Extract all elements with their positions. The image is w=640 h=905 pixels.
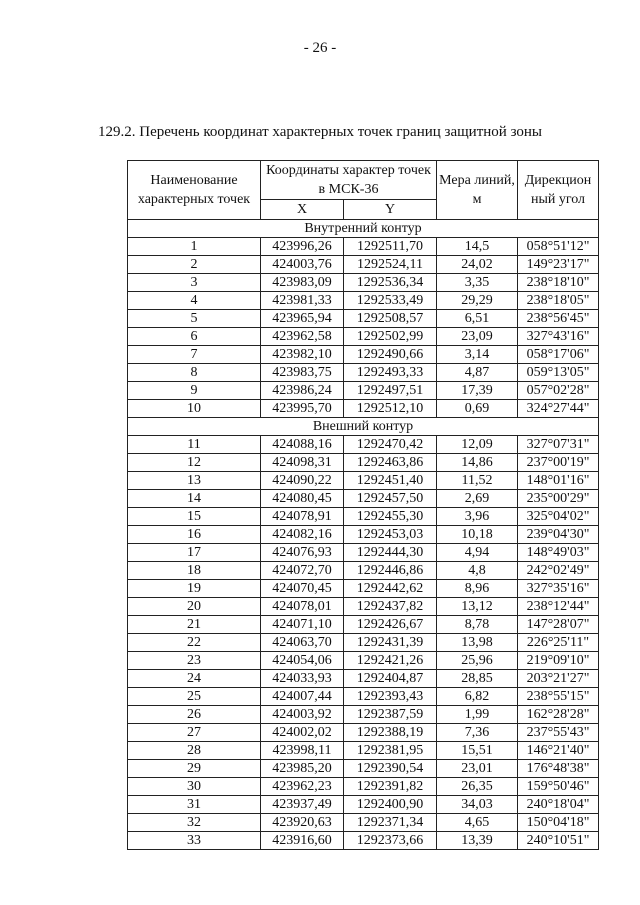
line-length: 14,86 — [437, 454, 518, 472]
point-number: 26 — [128, 706, 261, 724]
coord-x: 423983,09 — [261, 274, 344, 292]
line-length: 13,12 — [437, 598, 518, 616]
coord-y: 1292442,62 — [344, 580, 437, 598]
coord-x: 423996,26 — [261, 238, 344, 256]
table-row — [128, 580, 599, 598]
coord-y: 1292453,03 — [344, 526, 437, 544]
coord-y: 1292524,11 — [344, 256, 437, 274]
coord-y: 1292490,66 — [344, 346, 437, 364]
coord-x: 424082,16 — [261, 526, 344, 544]
direction-angle: 240°18'04" — [518, 796, 599, 814]
table-row — [128, 616, 599, 634]
coord-x: 424080,45 — [261, 490, 344, 508]
direction-angle: 238°18'10" — [518, 274, 599, 292]
table-row — [128, 688, 599, 706]
table-body — [128, 220, 599, 850]
coord-x: 423965,94 — [261, 310, 344, 328]
point-number: 21 — [128, 616, 261, 634]
coord-x: 424078,91 — [261, 508, 344, 526]
direction-angle: 150°04'18" — [518, 814, 599, 832]
coord-y: 1292400,90 — [344, 796, 437, 814]
direction-angle: 148°49'03" — [518, 544, 599, 562]
table-row — [128, 328, 599, 346]
point-number: 9 — [128, 382, 261, 400]
line-length: 6,82 — [437, 688, 518, 706]
direction-angle: 149°23'17" — [518, 256, 599, 274]
line-length: 8,78 — [437, 616, 518, 634]
coord-x: 424076,93 — [261, 544, 344, 562]
coord-x: 424071,10 — [261, 616, 344, 634]
direction-angle: 238°12'44" — [518, 598, 599, 616]
point-number: 15 — [128, 508, 261, 526]
table-row — [128, 526, 599, 544]
section-row — [128, 418, 599, 436]
section-row — [128, 220, 599, 238]
table-row — [128, 544, 599, 562]
table-row — [128, 256, 599, 274]
line-length: 3,35 — [437, 274, 518, 292]
coord-x: 423985,20 — [261, 760, 344, 778]
direction-angle: 057°02'28" — [518, 382, 599, 400]
line-length: 23,01 — [437, 760, 518, 778]
line-length: 4,8 — [437, 562, 518, 580]
table-row — [128, 724, 599, 742]
line-length: 15,51 — [437, 742, 518, 760]
coord-y: 1292463,86 — [344, 454, 437, 472]
table-row — [128, 292, 599, 310]
line-length: 13,98 — [437, 634, 518, 652]
table-row — [128, 796, 599, 814]
table-header — [128, 161, 599, 220]
coordinates-table — [127, 160, 599, 850]
line-length: 3,14 — [437, 346, 518, 364]
point-number: 4 — [128, 292, 261, 310]
direction-angle: 325°04'02" — [518, 508, 599, 526]
point-number: 2 — [128, 256, 261, 274]
coord-y: 1292451,40 — [344, 472, 437, 490]
direction-angle: 226°25'11" — [518, 634, 599, 652]
direction-angle: 327°35'16" — [518, 580, 599, 598]
direction-angle: 237°00'19" — [518, 454, 599, 472]
coord-y: 1292533,49 — [344, 292, 437, 310]
point-number: 22 — [128, 634, 261, 652]
line-length: 14,5 — [437, 238, 518, 256]
direction-angle: 162°28'28" — [518, 706, 599, 724]
table-row — [128, 814, 599, 832]
line-length: 24,02 — [437, 256, 518, 274]
point-number: 8 — [128, 364, 261, 382]
coord-y: 1292455,30 — [344, 508, 437, 526]
table-row — [128, 562, 599, 580]
table-row — [128, 778, 599, 796]
line-length: 17,39 — [437, 382, 518, 400]
coord-x: 423983,75 — [261, 364, 344, 382]
coord-x: 424090,22 — [261, 472, 344, 490]
direction-angle: 058°17'06" — [518, 346, 599, 364]
coord-y: 1292457,50 — [344, 490, 437, 508]
direction-angle: 237°55'43" — [518, 724, 599, 742]
point-number: 30 — [128, 778, 261, 796]
coord-x: 424078,01 — [261, 598, 344, 616]
header-x: X — [261, 200, 344, 220]
table-row — [128, 760, 599, 778]
line-length: 34,03 — [437, 796, 518, 814]
direction-angle: 327°07'31" — [518, 436, 599, 454]
coord-y: 1292391,82 — [344, 778, 437, 796]
point-number: 20 — [128, 598, 261, 616]
table-row — [128, 472, 599, 490]
coord-y: 1292497,51 — [344, 382, 437, 400]
line-length: 12,09 — [437, 436, 518, 454]
coord-y: 1292508,57 — [344, 310, 437, 328]
line-length: 13,39 — [437, 832, 518, 850]
coord-y: 1292536,34 — [344, 274, 437, 292]
line-length: 4,65 — [437, 814, 518, 832]
line-length: 2,69 — [437, 490, 518, 508]
table-row — [128, 832, 599, 850]
coord-y: 1292493,33 — [344, 364, 437, 382]
direction-angle: 219°09'10" — [518, 652, 599, 670]
coord-x: 424054,06 — [261, 652, 344, 670]
coord-x: 423962,58 — [261, 328, 344, 346]
line-length: 0,69 — [437, 400, 518, 418]
coord-y: 1292502,99 — [344, 328, 437, 346]
line-length: 29,29 — [437, 292, 518, 310]
direction-angle: 238°55'15" — [518, 688, 599, 706]
direction-angle: 148°01'16" — [518, 472, 599, 490]
coord-x: 423937,49 — [261, 796, 344, 814]
point-number: 27 — [128, 724, 261, 742]
table-row — [128, 490, 599, 508]
direction-angle: 146°21'40" — [518, 742, 599, 760]
line-length: 4,87 — [437, 364, 518, 382]
coord-y: 1292431,39 — [344, 634, 437, 652]
coord-y: 1292421,26 — [344, 652, 437, 670]
point-number: 1 — [128, 238, 261, 256]
header-direction-angle: Дирекцион ный угол — [518, 161, 599, 220]
point-number: 25 — [128, 688, 261, 706]
header-coordinates: Координаты характер точек в МСК-36 — [261, 161, 437, 200]
coord-x: 423981,33 — [261, 292, 344, 310]
direction-angle: 147°28'07" — [518, 616, 599, 634]
direction-angle: 176°48'38" — [518, 760, 599, 778]
direction-angle: 203°21'27" — [518, 670, 599, 688]
header-y: Y — [344, 200, 437, 220]
table-row — [128, 274, 599, 292]
point-number: 31 — [128, 796, 261, 814]
line-length: 26,35 — [437, 778, 518, 796]
direction-angle: 235°00'29" — [518, 490, 599, 508]
direction-angle: 159°50'46" — [518, 778, 599, 796]
coord-x: 423920,63 — [261, 814, 344, 832]
coord-y: 1292387,59 — [344, 706, 437, 724]
point-number: 32 — [128, 814, 261, 832]
coord-y: 1292511,70 — [344, 238, 437, 256]
direction-angle: 058°51'12" — [518, 238, 599, 256]
line-length: 8,96 — [437, 580, 518, 598]
header-line-length: Мера линий, м — [437, 161, 518, 220]
coord-y: 1292390,54 — [344, 760, 437, 778]
table-row — [128, 400, 599, 418]
line-length: 4,94 — [437, 544, 518, 562]
table-row — [128, 436, 599, 454]
table-row — [128, 706, 599, 724]
coord-y: 1292371,34 — [344, 814, 437, 832]
point-number: 24 — [128, 670, 261, 688]
point-number: 23 — [128, 652, 261, 670]
line-length: 23,09 — [437, 328, 518, 346]
table-row — [128, 382, 599, 400]
coord-y: 1292444,30 — [344, 544, 437, 562]
line-length: 11,52 — [437, 472, 518, 490]
coord-x: 423982,10 — [261, 346, 344, 364]
coord-x: 423998,11 — [261, 742, 344, 760]
point-number: 18 — [128, 562, 261, 580]
point-number: 12 — [128, 454, 261, 472]
coord-x: 424003,92 — [261, 706, 344, 724]
direction-angle: 240°10'51" — [518, 832, 599, 850]
coord-y: 1292437,82 — [344, 598, 437, 616]
coord-y: 1292470,42 — [344, 436, 437, 454]
page-number: - 26 - — [303, 40, 337, 56]
coord-y: 1292373,66 — [344, 832, 437, 850]
coord-x: 424007,44 — [261, 688, 344, 706]
line-length: 28,85 — [437, 670, 518, 688]
line-length: 25,96 — [437, 652, 518, 670]
direction-angle: 238°18'05" — [518, 292, 599, 310]
coord-x: 423986,24 — [261, 382, 344, 400]
line-length: 7,36 — [437, 724, 518, 742]
coord-y: 1292426,67 — [344, 616, 437, 634]
coord-x: 424088,16 — [261, 436, 344, 454]
table-row — [128, 454, 599, 472]
point-number: 17 — [128, 544, 261, 562]
coord-y: 1292512,10 — [344, 400, 437, 418]
coord-y: 1292381,95 — [344, 742, 437, 760]
coord-x: 423916,60 — [261, 832, 344, 850]
point-number: 33 — [128, 832, 261, 850]
point-number: 13 — [128, 472, 261, 490]
table-row — [128, 346, 599, 364]
coord-y: 1292446,86 — [344, 562, 437, 580]
header-point-name: Наименование характерных точек — [128, 161, 261, 220]
point-number: 16 — [128, 526, 261, 544]
point-number: 5 — [128, 310, 261, 328]
table-row — [128, 310, 599, 328]
table-row — [128, 670, 599, 688]
direction-angle: 238°56'45" — [518, 310, 599, 328]
coord-x: 424063,70 — [261, 634, 344, 652]
document-heading: 129.2. Перечень координат характерных точек границ защитной зоны — [97, 124, 543, 140]
table-row — [128, 634, 599, 652]
coord-y: 1292393,43 — [344, 688, 437, 706]
direction-angle: 059°13'05" — [518, 364, 599, 382]
point-number: 29 — [128, 760, 261, 778]
point-number: 19 — [128, 580, 261, 598]
coord-y: 1292388,19 — [344, 724, 437, 742]
coord-x: 424072,70 — [261, 562, 344, 580]
point-number: 28 — [128, 742, 261, 760]
table-row — [128, 364, 599, 382]
section-title: Внутренний контур — [128, 220, 599, 238]
line-length: 10,18 — [437, 526, 518, 544]
point-number: 7 — [128, 346, 261, 364]
point-number: 3 — [128, 274, 261, 292]
coord-x: 424002,02 — [261, 724, 344, 742]
point-number: 6 — [128, 328, 261, 346]
line-length: 1,99 — [437, 706, 518, 724]
direction-angle: 239°04'30" — [518, 526, 599, 544]
point-number: 11 — [128, 436, 261, 454]
direction-angle: 324°27'44" — [518, 400, 599, 418]
direction-angle: 242°02'49" — [518, 562, 599, 580]
coord-x: 424070,45 — [261, 580, 344, 598]
table-row — [128, 238, 599, 256]
line-length: 6,51 — [437, 310, 518, 328]
table-row — [128, 652, 599, 670]
section-title: Внешний контур — [128, 418, 599, 436]
coord-x: 424033,93 — [261, 670, 344, 688]
table-row — [128, 598, 599, 616]
table-row — [128, 508, 599, 526]
coord-x: 424098,31 — [261, 454, 344, 472]
coord-x: 424003,76 — [261, 256, 344, 274]
coord-y: 1292404,87 — [344, 670, 437, 688]
coord-x: 423962,23 — [261, 778, 344, 796]
line-length: 3,96 — [437, 508, 518, 526]
point-number: 14 — [128, 490, 261, 508]
point-number: 10 — [128, 400, 261, 418]
table-row — [128, 742, 599, 760]
direction-angle: 327°43'16" — [518, 328, 599, 346]
coord-x: 423995,70 — [261, 400, 344, 418]
